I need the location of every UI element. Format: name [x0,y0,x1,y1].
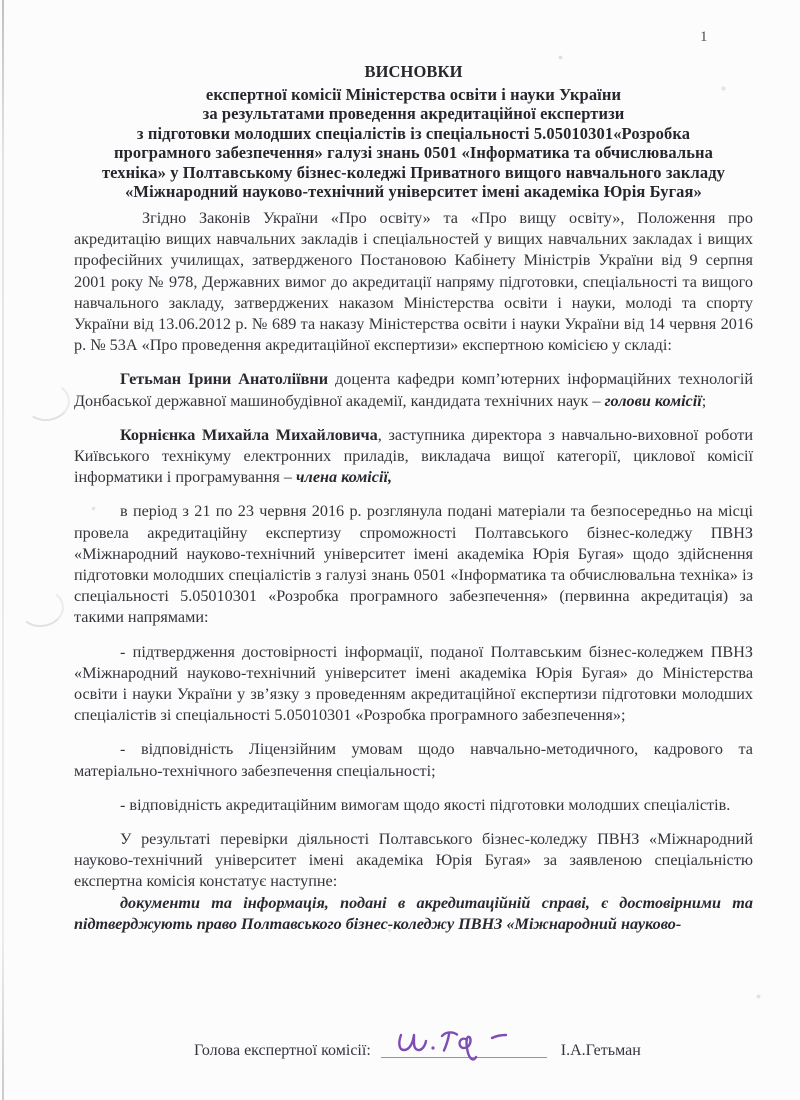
paragraph-item-license-terms [74,739,753,781]
title-heading: ВИСНОВКИ [364,62,463,81]
person-name: Гетьман Ірини Анатоліївни [120,370,329,389]
title-line: з підготовки молодших спеціалістів із спеціальності 5.05010301«Розробка [136,123,691,143]
scan-noise-specks [0,0,1,1]
title-line: техніка» у Полтавському бізнес-коледжі Приватного вищого навчального закладу [101,162,726,182]
signature-line [381,1038,547,1058]
page-number: 1 [700,29,708,45]
paragraph-legal-basis [74,208,753,356]
punch-hole-shadow [16,587,65,629]
document-title [74,62,753,202]
signature-block [194,1038,754,1060]
paragraph-conclusion-statement [74,893,753,935]
paragraph-text: документи та інформація, подані в акредитаційній справі, є достовірними та підтверджують право Полтавського бізнес-коледжу ПВНЗ «Міжнародний науково- [74,893,753,933]
scan-edge-artifact [2,0,4,1100]
paragraph-item-accreditation-requirements [74,795,753,816]
person-description: , заступника директора з навчально-виховної роботи Київського технікуму електронних приладів, викладача вищої категорії, циклової комісії інформатики і програмування – [74,425,753,487]
title-line: «Міжнародний науково-технічний університет імені академіка Юрія Бугая» [125,182,702,201]
signatory-name: І.А.Гетьман [560,1042,641,1059]
paragraph-text: У результаті перевірки діяльності Полтавського бізнес-коледжу ПВНЗ «Міжнародний науково-технічний університет імені академіка Юрія Бугая» за заявленою спеціальністю експертна комісія констатує наступне: [74,830,753,891]
paragraph-text: - підтвердження достовірності інформації, поданої Полтавським бізнес-коледжем ПВНЗ «Міжнародний науково-технічний університет імені академіка Юрія Бугая» до Міністерства освіти і науки України у зв’язку з проведенням акредитаційної експертизи підготовки молодших спеціалістів зі спеціальності 5.05010301 «Розробка програмного забезпечення»; [74,642,753,725]
punctuation: ; [701,391,707,410]
punch-hole-shadow [22,380,73,424]
paragraph-text: Згідно Законів України «Про освіту» та «Про вищу освіту», Положення про акредитацію вищих навчальних закладів і спеціальностей у вищих навчальних закладах і вищих професійних училищах, затвердженого Постановою Кабінету Міністрів України від 9 серпня 2001 року № 978, Державних вимог до акредитації напряму підготовки, спеціальності та вищого навчального закладу, затверджених наказом Міністерства освіти і науки, молоді та спорту України від 13.06.2012 р. № 689 та наказу Міністерства освіти і науки України від 14 червня 2016 р. № 53А «Про проведення акредитаційної експертизи» експертною комісією у складі: [74,209,753,355]
paragraph-text: в період з 21 по 23 червня 2016 р. розглянула подані матеріали та безпосередньо на місці провела акредитаційну експертизу спроможності Полтавського бізнес-коледжу ПВНЗ «Міжнародний науково-технічний університет імені академіка Юрія Бугая» щодо здійснення підготовки молодших спеціалістів з галузі знань 0501 «Інформатика та обчислювальна техніка» із спеціальності 5.05010301 «Розробка програмного забезпечення» (первинна акредитація) за такими напрямами: [74,502,753,627]
document-body [74,208,753,935]
title-line: експертної комісії Міністерства освіти і науки України [205,84,622,104]
title-line: за результатами проведення акредитаційної експертизи [202,104,625,123]
paragraph-expertise-period [74,501,753,628]
handwritten-signature [395,1021,525,1067]
commission-role: голови комісії [604,391,702,410]
paragraph-commission-member [74,425,753,489]
signature-label: Голова експертної комісії: [194,1042,371,1059]
person-description: доцента кафедри комп’ютерних інформаційних технологій Донбаської державної машинобудівної академії, кандидата технічних наук – [74,370,753,410]
paragraph-text: - відповідність акредитаційним вимогам щодо якості підготовки молодших спеціалістів. [120,795,731,814]
commission-role: члена комісії, [296,468,393,487]
paragraph-conclusion-intro [74,829,753,893]
paragraph-text: - відповідність Ліцензійним умовам щодо навчально-методичного, кадрового та матеріально-технічного забезпечення спеціальності; [74,740,753,780]
paragraph-commission-head [74,369,753,411]
person-name: Корнієнка Михайла Михайловича [120,425,378,444]
paragraph-item-confirmation [74,642,753,727]
title-line: програмного забезпечення» галузі знань 0501 «Інформатика та обчислювальна [113,143,713,162]
